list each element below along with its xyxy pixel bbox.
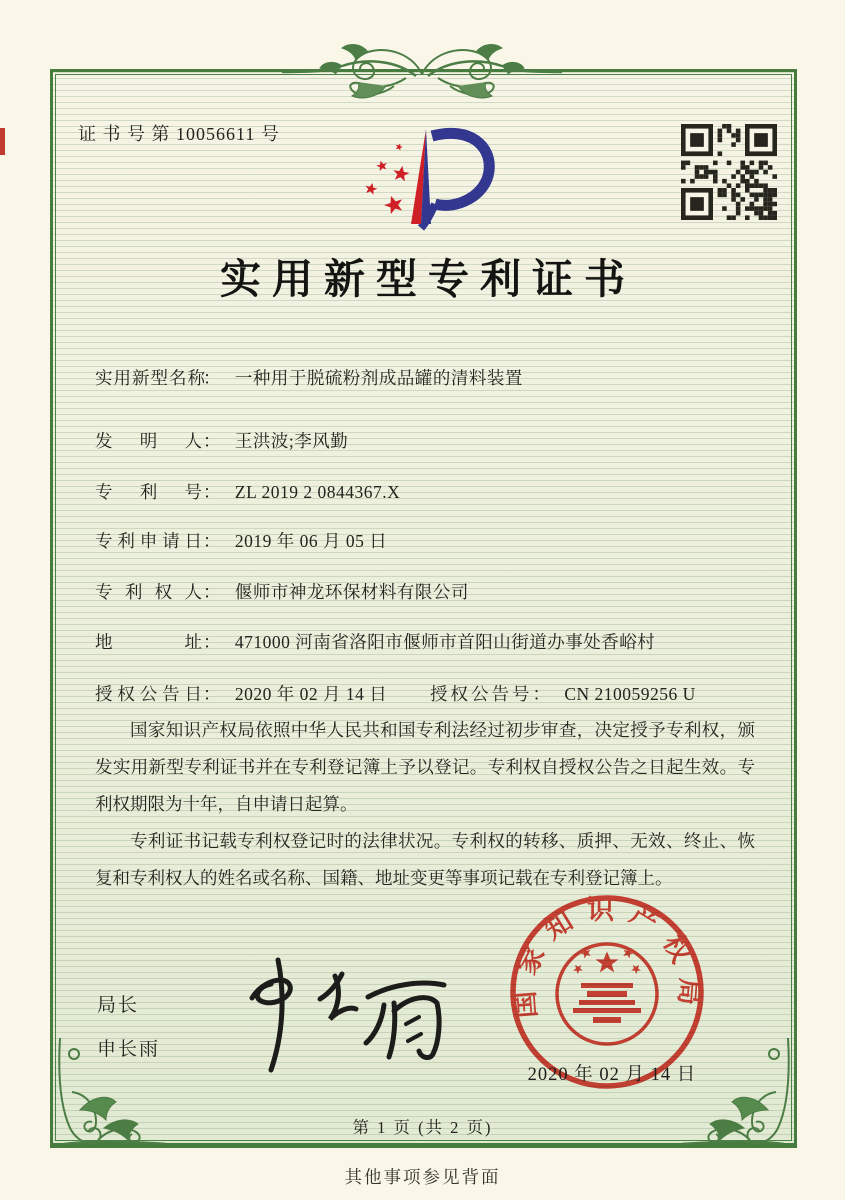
field-label: 专利权人 bbox=[95, 582, 203, 602]
field-value: 一种用于脱硫粉剂成品罐的清料装置 bbox=[234, 368, 523, 388]
field-row-patentee bbox=[95, 579, 763, 604]
field-value: 471000 河南省洛阳市偃师市首阳山街道办事处香峪村 bbox=[234, 632, 656, 652]
legal-paragraph-2: 专利证书记载专利权登记时的法律状况。专利权的转移、质押、无效、终止、恢复和专利权人的姓名或名称、国籍、地址变更等事项记载在专利登记簿上。 bbox=[95, 831, 755, 888]
field-colon: ： bbox=[203, 582, 221, 602]
field-row-name bbox=[95, 365, 763, 390]
qr-code bbox=[681, 124, 777, 220]
scan-edge-mark bbox=[0, 128, 5, 155]
field-colon: ： bbox=[203, 368, 221, 388]
field-value: CN 210059256 U bbox=[564, 684, 696, 704]
field-row-patent-number bbox=[95, 479, 763, 504]
field-colon: ： bbox=[203, 531, 221, 551]
field-label: 专利号 bbox=[95, 482, 203, 502]
field-label: 实用新型名称 bbox=[95, 368, 206, 388]
officer-title: 局长 bbox=[97, 995, 140, 1016]
field-value: 2020 年 02 月 14 日 bbox=[234, 684, 388, 704]
field-label: 授权公告日 bbox=[95, 684, 203, 704]
grant-number-pair bbox=[430, 681, 696, 706]
field-row-filing-date bbox=[95, 528, 763, 553]
field-label: 专利申请日 bbox=[95, 531, 203, 551]
top-flourish-ornament-icon bbox=[262, 40, 582, 104]
certificate-number: 证 书 号 第 10056611 号 bbox=[78, 124, 280, 144]
officer-name: 申长雨 bbox=[97, 1039, 161, 1060]
field-colon: ： bbox=[203, 632, 221, 652]
handwritten-signature-icon bbox=[222, 944, 458, 1078]
field-value: ZL 2019 2 0844367.X bbox=[234, 482, 401, 502]
field-value: 2019 年 06 月 05 日 bbox=[234, 531, 388, 551]
field-colon: ： bbox=[203, 431, 221, 451]
legal-paragraph-1: 国家知识产权局依照中华人民共和国专利法经过初步审查，决定授予专利权，颁发实用新型专利证书并在专利登记簿上予以登记。专利权自授权公告之日起生效。专利权期限为十年，自申请日起算。 bbox=[95, 720, 755, 814]
field-row-address bbox=[95, 629, 763, 654]
officer-block bbox=[97, 990, 160, 1061]
seal-emblem bbox=[557, 944, 657, 1044]
field-colon: ： bbox=[532, 684, 550, 704]
page-indicator: 第 1 页 (共 2 页) bbox=[352, 1118, 493, 1137]
field-colon: ： bbox=[203, 684, 221, 704]
field-colon: ： bbox=[203, 482, 221, 502]
field-value: 偃师市神龙环保材料有限公司 bbox=[234, 582, 469, 602]
cnipa-logo-icon bbox=[342, 126, 502, 238]
field-row-inventors bbox=[95, 428, 763, 453]
seal-date: 2020 年 02 月 14 日 bbox=[527, 1065, 697, 1085]
field-row-grant bbox=[95, 681, 763, 706]
legal-paragraphs bbox=[95, 712, 755, 897]
field-label: 授权公告号 bbox=[430, 684, 533, 704]
field-label: 地址 bbox=[95, 632, 203, 652]
field-label: 发明人 bbox=[95, 431, 203, 451]
seal-text: 国家知识产权局 bbox=[508, 894, 706, 1020]
back-note: 其他事项参见背面 bbox=[344, 1167, 501, 1187]
certificate-title: 实用新型专利证书 bbox=[220, 256, 636, 302]
field-value: 王洪波;李风勤 bbox=[234, 431, 349, 451]
